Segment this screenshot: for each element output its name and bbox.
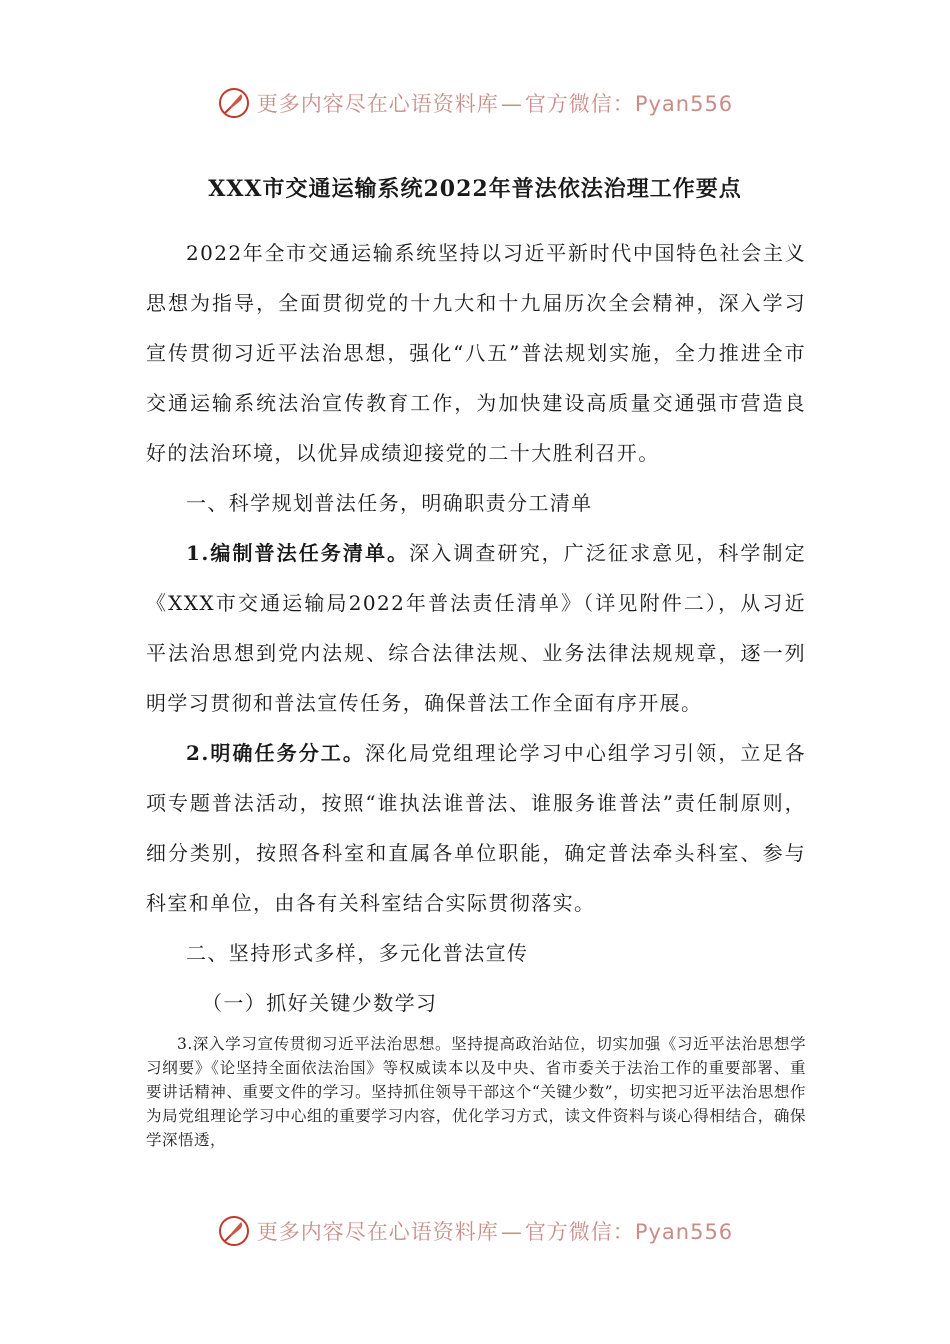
watermark-footer (0, 1206, 950, 1256)
watermark-text: 更多内容尽在心语资料库—官方微信：Pyan556 (256, 1220, 734, 1244)
watermark-header (0, 78, 950, 128)
item-2-body: 深化局党组理论学习中心组学习引领，立足各项专题普法活动，按照“谁执法谁普法、谁服务谁普法”责任制原则，细分类别，按照各科室和直属各单位职能，确定普法牵头科室、参与科室和单位，由各有关科室结合实际贯彻落实。 (146, 741, 806, 915)
quill-logo-icon (217, 1214, 251, 1248)
section-heading-2: 二、坚持形式多样，多元化普法宣传 (186, 941, 529, 965)
document-title: XXX市交通运输系统2022年普法依法治理工作要点 (208, 176, 742, 202)
item-2-paragraph (146, 728, 806, 928)
subsection-heading-1: （一）抓好关键少数学习 (202, 991, 438, 1015)
item-1-paragraph (146, 528, 806, 728)
watermark-text: 更多内容尽在心语资料库—官方微信：Pyan556 (256, 92, 734, 116)
section-heading-1: 一、科学规划普法任务，明确职责分工清单 (186, 491, 593, 515)
intro-paragraph: 2022年全市交通运输系统坚持以习近平新时代中国特色社会主义思想为指导，全面贯彻党的十九大和十九届历次全会精神，深入学习宣传贯彻习近平法治思想，强化“八五”普法规划实施，全力推进全市交通运输系统法治宣传教育工作，为加快建设高质量交通强市营造良好的法治环境，以优异成绩迎接党的二十大胜利召开。 (146, 241, 806, 465)
item-2-lead: 2.明确任务分工。 (186, 741, 365, 765)
item-3-paragraph: 3.深入学习宣传贯彻习近平法治思想。坚持提高政治站位，切实加强《习近平法治思想学习纲要》《论坚持全面依法治国》等权威读本以及中央、省市委关于法治工作的重要部署、重要讲话精神、重要文件的学习。坚持抓住领导干部这个“关键少数”，切实把习近平法治思想作为局党组理论学习中心组的重要学习内容，优化学习方式，读文件资料与谈心得相结合，确保学深悟透， (146, 1035, 806, 1149)
item-1-lead: 1.编制普法任务清单。 (186, 541, 410, 565)
document-body (146, 228, 806, 1152)
quill-logo-icon (217, 86, 251, 120)
item-1-body: 深入调查研究，广泛征求意见，科学制定《XXX市交通运输局2022年普法责任清单》（详见附件二），从习近平法治思想到党内法规、综合法律法规、业务法律法规规章，逐一列明学习贯彻和普法宣传任务，确保普法工作全面有序开展。 (146, 541, 806, 715)
